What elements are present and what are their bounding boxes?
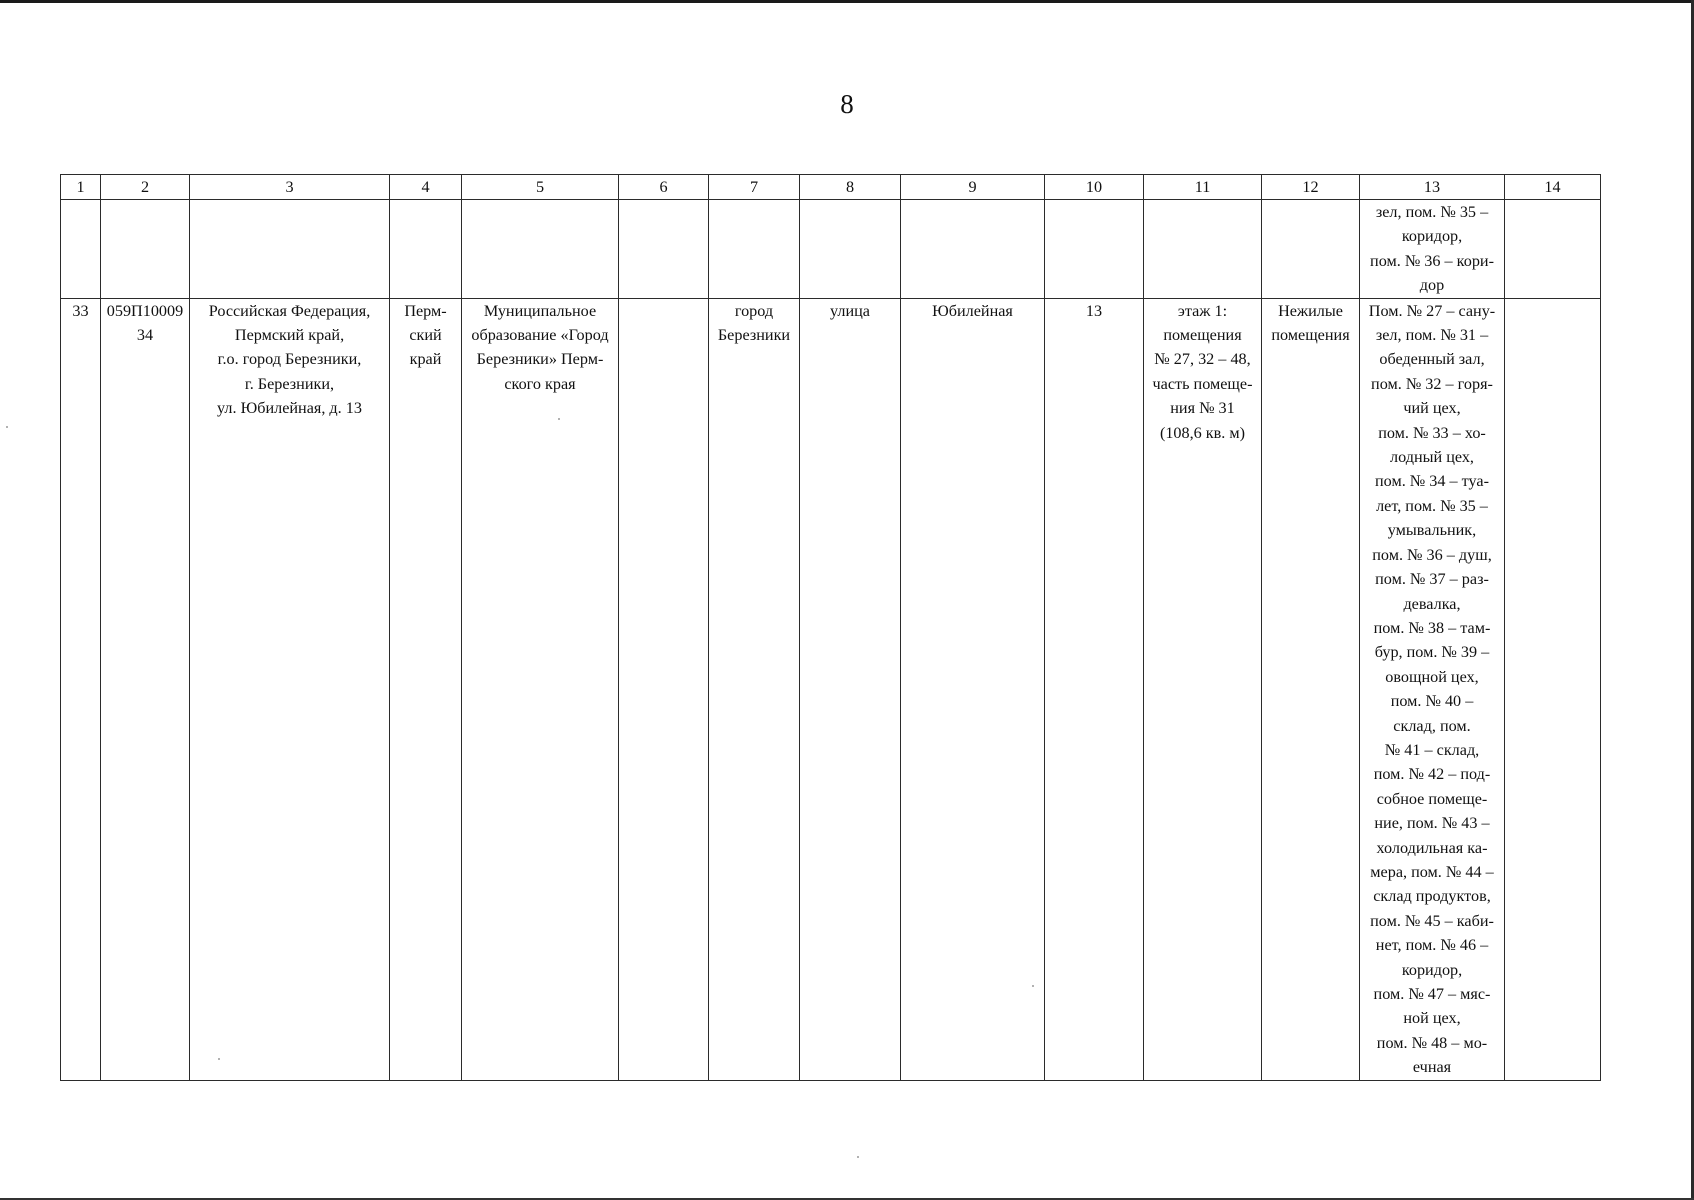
column-number-header: 6 (619, 175, 709, 200)
column-number-header-row (61, 175, 1601, 200)
column-number-header: 5 (462, 175, 619, 200)
column-number-header: 11 (1144, 175, 1262, 200)
municipality-cell: Муниципальное образование «Город Березники» Перм- ского края (462, 298, 619, 1080)
table-cell-empty (1144, 200, 1262, 299)
room-details-continued-cell: зел, пом. № 35 – коридор, пом. № 36 – кори- дор (1360, 200, 1505, 299)
table-row-entry-33 (61, 298, 1601, 1080)
table-cell-empty (190, 200, 390, 299)
column-number-header: 1 (61, 175, 101, 200)
scan-border-top (0, 0, 1694, 3)
column-number-header: 10 (1045, 175, 1144, 200)
table-cell-empty (1045, 200, 1144, 299)
table-cell-empty (800, 200, 901, 299)
scan-speck (857, 1156, 859, 1158)
column-number-header: 2 (101, 175, 190, 200)
column-number-header: 14 (1505, 175, 1601, 200)
page-number: 8 (840, 89, 854, 119)
street-name-cell: Юбилейная (901, 298, 1045, 1080)
house-number-cell: 13 (1045, 298, 1144, 1080)
table-cell-empty (619, 200, 709, 299)
table-cell-empty (709, 200, 800, 299)
table-cell-empty (1505, 200, 1601, 299)
settlement-cell: город Березники (709, 298, 800, 1080)
region-cell: Перм- ский край (390, 298, 462, 1080)
entry-number-cell: 33 (61, 298, 101, 1080)
column-number-header: 8 (800, 175, 901, 200)
column-number-header: 9 (901, 175, 1045, 200)
table-cell-empty (101, 200, 190, 299)
property-type-cell: Нежилые помещения (1262, 298, 1360, 1080)
address-cell: Российская Федерация, Пермский край, г.о. город Березники, г. Березники, ул. Юбилейная, д. 13 (190, 298, 390, 1080)
table-cell-empty (390, 200, 462, 299)
table-cell-empty (901, 200, 1045, 299)
column-number-header: 3 (190, 175, 390, 200)
column-number-header: 13 (1360, 175, 1505, 200)
table-row-continued (61, 200, 1601, 299)
table-cell-empty (462, 200, 619, 299)
column-6-cell (619, 298, 709, 1080)
property-register-table (60, 174, 1601, 1081)
table-cell-empty (61, 200, 101, 299)
column-14-cell (1505, 298, 1601, 1080)
floor-rooms-cell: этаж 1: помещения № 27, 32 – 48, часть помеще- ния № 31 (108,6 кв. м) (1144, 298, 1262, 1080)
scan-speck (1032, 985, 1034, 987)
scan-speck (6, 426, 8, 428)
scan-speck (218, 1058, 220, 1060)
column-number-header: 12 (1262, 175, 1360, 200)
column-number-header: 4 (390, 175, 462, 200)
room-details-cell: Пом. № 27 – сану- зел, пом. № 31 – обеденный зал, пом. № 32 – горя- чий цех, пом. № 33 – хо- лодный цех, пом. № 34 – туа- лет, пом. № 35 – умывальник, пом. № 36 – душ, пом. № 37 – раз- девалка, пом. № 38 – там- бур, пом. № 39 – овощной цех, пом. № 40 – склад, пом. № 41 – склад, пом. № 42 – под- собное помеще- ние, пом. № 43 – холодильная ка- мера, пом. № 44 – склад продуктов, пом. № 45 – каби- нет, пом. № 46 – коридор, пом. № 47 – мяс- ной цех, пом. № 48 – мо- ечная (1360, 298, 1505, 1080)
scan-speck (558, 418, 560, 420)
street-type-cell: улица (800, 298, 901, 1080)
cadastral-number-cell: 059П10009 34 (101, 298, 190, 1080)
column-number-header: 7 (709, 175, 800, 200)
table-cell-empty (1262, 200, 1360, 299)
